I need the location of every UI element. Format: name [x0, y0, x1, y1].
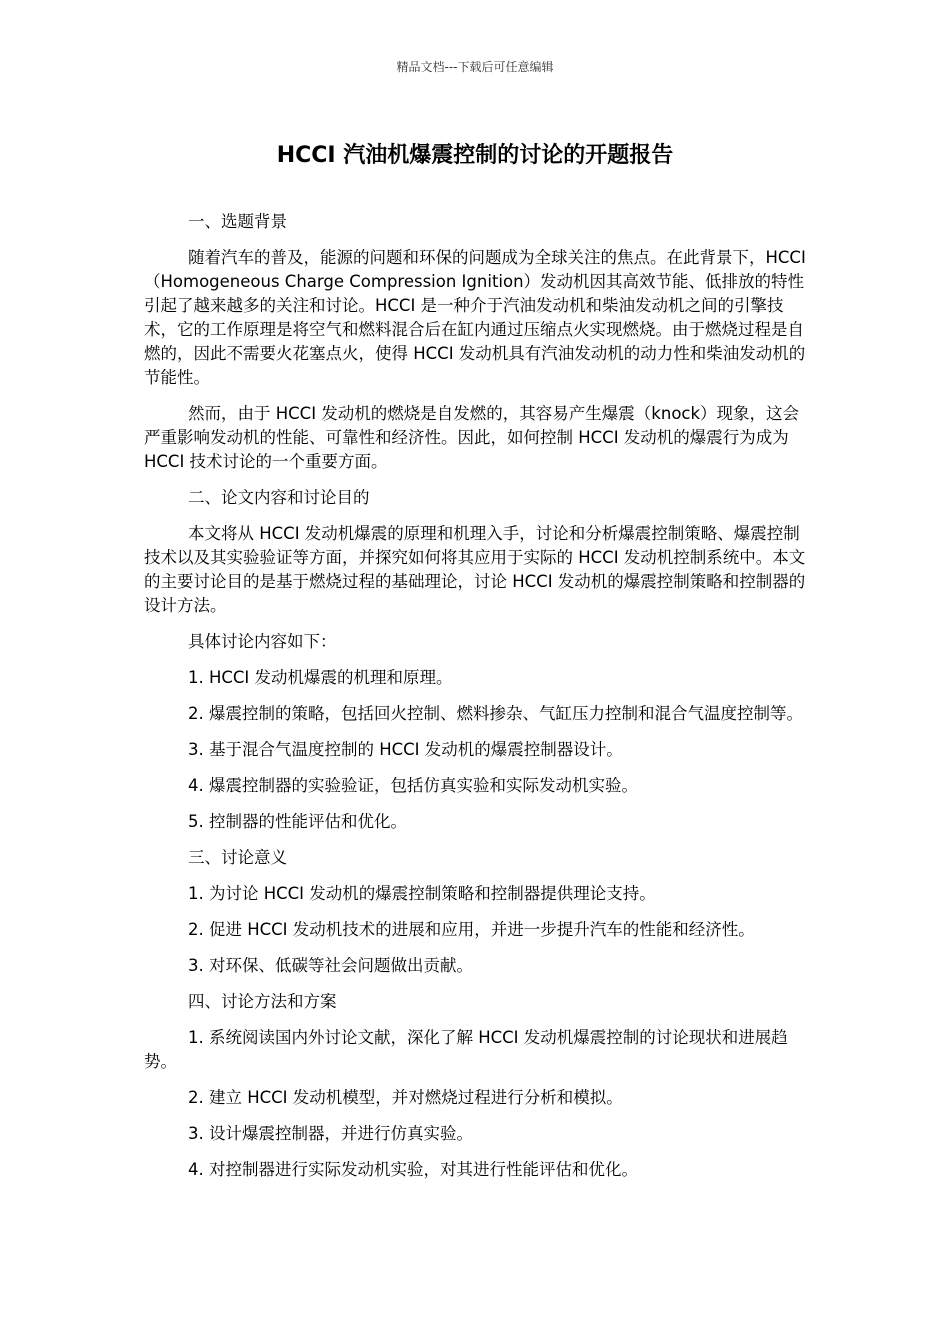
- list-item: 3. 设计爆震控制器，并进行仿真实验。: [188, 1124, 473, 1143]
- document-title: HCCI 汽油机爆震控制的讨论的开题报告: [276, 143, 674, 168]
- list-item: 5. 控制器的性能评估和优化。: [188, 812, 407, 831]
- list-item: 4. 爆震控制器的实验验证，包括仿真实验和实际发动机实验。: [188, 776, 638, 795]
- list-item: 4. 对控制器进行实际发动机实验，对其进行性能评估和优化。: [188, 1160, 638, 1179]
- document-body: [144, 210, 808, 1194]
- list-item: 3. 基于混合气温度控制的 HCCI 发动机的爆震控制器设计。: [188, 740, 623, 759]
- list-item: 2. 爆震控制的策略，包括回火控制、燃料掺杂、气缸压力控制和混合气温度控制等。: [188, 704, 803, 723]
- list-item: 1. HCCI 发动机爆震的机理和原理。: [188, 668, 453, 687]
- list-item: 2. 建立 HCCI 发动机模型，并对燃烧过程进行分析和模拟。: [188, 1088, 623, 1107]
- section-heading-significance: 三、讨论意义: [188, 848, 287, 867]
- section-heading-methods: 四、讨论方法和方案: [188, 992, 337, 1011]
- section-heading-content: 二、论文内容和讨论目的: [188, 488, 370, 507]
- section-heading-background: 一、选题背景: [188, 212, 287, 231]
- list-item: 3. 对环保、低碳等社会问题做出贡献。: [188, 956, 473, 975]
- paragraph-background-2: 然而，由于 HCCI 发动机的燃烧是自发燃的，其容易产生爆震（knock）现象，这会严重影响发动机的性能、可靠性和经济性。因此，如何控制 HCCI 发动机的爆震行为成为 HCCI 技术讨论的一个重要方面。: [144, 404, 800, 471]
- list-item: 1. 为讨论 HCCI 发动机的爆震控制策略和控制器提供理论支持。: [188, 884, 656, 903]
- list-item: 2. 促进 HCCI 发动机技术的进展和应用，并进一步提升汽车的性能和经济性。: [188, 920, 755, 939]
- header-note: 精品文档---下载后可任意编辑: [396, 60, 554, 74]
- list-item: 1. 系统阅读国内外讨论文献，深化了解 HCCI 发动机爆震控制的讨论现状和进展趋势。: [144, 1028, 788, 1071]
- paragraph-content-1: 本文将从 HCCI 发动机爆震的原理和机理入手，讨论和分析爆震控制策略、爆震控制技术以及其实验验证等方面，并探究如何将其应用于实际的 HCCI 发动机控制系统中。本文的主要讨论目的是基于燃烧过程的基础理论，讨论 HCCI 发动机的爆震控制策略和控制器的设计方法。: [144, 524, 806, 615]
- paragraph-content-intro: 具体讨论内容如下：: [188, 632, 337, 651]
- paragraph-background-1: 随着汽车的普及，能源的问题和环保的问题成为全球关注的焦点。在此背景下，HCCI（Homogeneous Charge Compression Ignition）发动机因其高效节能、低排放的特性引起了越来越多的关注和讨论。HCCI 是一种介于汽油发动机和柴油发动机之间的引擎技术，它的工作原理是将空气和燃料混合后在缸内通过压缩点火实现燃烧。由于燃烧过程是自燃的，因此不需要火花塞点火，使得 HCCI 发动机具有汽油发动机的动力性和柴油发动机的节能性。: [144, 248, 806, 387]
